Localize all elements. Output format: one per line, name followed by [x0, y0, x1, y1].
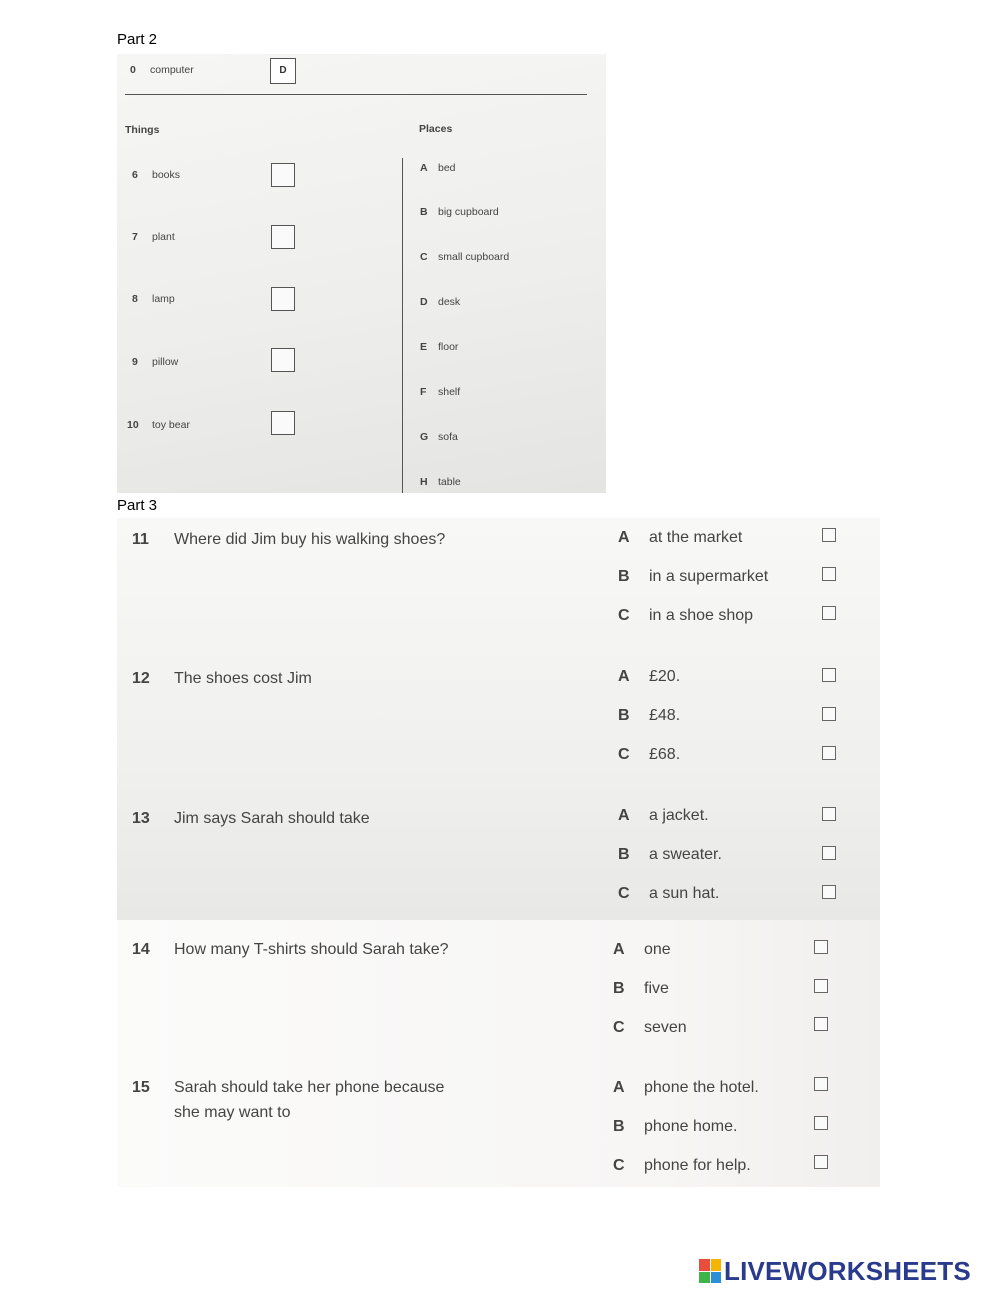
- option-letter: C: [613, 1019, 625, 1036]
- option-text: in a supermarket: [649, 568, 769, 585]
- example-thing: computer: [150, 64, 194, 76]
- place-letter: B: [420, 206, 428, 218]
- question-text-line-2: she may want to: [174, 1104, 291, 1121]
- part-3-label: Part 3: [117, 497, 158, 514]
- option-text: £20.: [649, 668, 681, 685]
- answer-checkbox[interactable]: [814, 1116, 828, 1130]
- place-name: sofa: [438, 431, 458, 443]
- place-letter: G: [420, 431, 429, 443]
- thing-answer-box[interactable]: [271, 348, 295, 372]
- place-letter: E: [420, 341, 428, 353]
- option-letter: A: [618, 807, 630, 824]
- thing-number: 9: [132, 356, 138, 368]
- place-name: table: [438, 476, 461, 488]
- option-letter: B: [618, 846, 630, 863]
- place-letter: D: [420, 296, 428, 308]
- answer-checkbox[interactable]: [822, 885, 836, 899]
- thing-answer-box[interactable]: [271, 163, 295, 187]
- answer-checkbox[interactable]: [822, 746, 836, 760]
- option-text: phone home.: [644, 1118, 738, 1135]
- option-text: phone for help.: [644, 1157, 751, 1174]
- liveworksheets-logo-icon: [699, 1259, 721, 1283]
- thing-number: 10: [127, 419, 139, 431]
- part-3-scan-bottom: [117, 920, 880, 1187]
- question-text: Sarah should take her phone because: [174, 1079, 445, 1096]
- thing-name: toy bear: [152, 419, 190, 431]
- divider-line: [125, 94, 587, 95]
- thing-name: plant: [152, 231, 175, 243]
- question-text: How many T-shirts should Sarah take?: [174, 941, 449, 958]
- question-number: 13: [132, 810, 150, 827]
- thing-answer-box[interactable]: [271, 287, 295, 311]
- option-text: five: [644, 980, 669, 997]
- place-letter: F: [420, 386, 427, 398]
- place-name: big cupboard: [438, 206, 499, 218]
- option-text: £68.: [649, 746, 681, 763]
- answer-checkbox[interactable]: [822, 528, 836, 542]
- thing-name: books: [152, 169, 181, 181]
- option-letter: A: [613, 1079, 625, 1096]
- thing-answer-box[interactable]: [271, 225, 295, 249]
- answer-checkbox[interactable]: [822, 567, 836, 581]
- thing-number: 8: [132, 293, 138, 305]
- option-letter: B: [618, 707, 630, 724]
- part-3-scan-top: [117, 518, 880, 920]
- option-text: in a shoe shop: [649, 607, 754, 624]
- place-letter: A: [420, 162, 428, 174]
- answer-checkbox[interactable]: [822, 606, 836, 620]
- option-letter: C: [618, 746, 630, 763]
- answer-checkbox[interactable]: [814, 940, 828, 954]
- things-header: Things: [125, 124, 160, 136]
- option-letter: C: [618, 607, 630, 624]
- option-text: one: [644, 941, 671, 958]
- option-letter: C: [613, 1157, 625, 1174]
- option-letter: A: [613, 941, 625, 958]
- answer-checkbox[interactable]: [822, 846, 836, 860]
- answer-checkbox[interactable]: [814, 1155, 828, 1169]
- place-letter: H: [420, 476, 428, 488]
- option-text: a jacket.: [649, 807, 709, 824]
- thing-name: pillow: [152, 356, 179, 368]
- option-letter: A: [618, 529, 630, 546]
- option-letter: B: [613, 980, 625, 997]
- question-text: Jim says Sarah should take: [174, 810, 370, 827]
- place-name: bed: [438, 162, 456, 174]
- question-text: The shoes cost Jim: [174, 670, 312, 687]
- liveworksheets-logo: [699, 1256, 971, 1286]
- thing-answer-box[interactable]: [271, 411, 295, 435]
- part-2-scan: [117, 54, 606, 493]
- example-answer-box: D: [270, 58, 296, 84]
- places-header: Places: [419, 123, 453, 135]
- logo-text: LIVEWORKSHEETS: [724, 1255, 971, 1286]
- answer-checkbox[interactable]: [822, 668, 836, 682]
- option-text: seven: [644, 1019, 687, 1036]
- question-number: 11: [132, 531, 149, 548]
- thing-number: 7: [132, 231, 138, 243]
- answer-checkbox[interactable]: [814, 1077, 828, 1091]
- option-letter: A: [618, 668, 630, 685]
- answer-checkbox[interactable]: [814, 1017, 828, 1031]
- place-name: desk: [438, 296, 461, 308]
- example-number: 0: [130, 64, 136, 76]
- place-name: floor: [438, 341, 459, 353]
- option-text: phone the hotel.: [644, 1079, 759, 1096]
- place-name: small cupboard: [438, 251, 510, 263]
- question-number: 14: [132, 941, 150, 958]
- thing-number: 6: [132, 169, 138, 181]
- option-text: £48.: [649, 707, 681, 724]
- option-text: a sweater.: [649, 846, 722, 863]
- option-letter: B: [613, 1118, 625, 1135]
- option-letter: C: [618, 885, 630, 902]
- option-text: at the market: [649, 529, 743, 546]
- part-2-label: Part 2: [117, 31, 158, 48]
- question-text: Where did Jim buy his walking shoes?: [174, 531, 446, 548]
- answer-checkbox[interactable]: [822, 807, 836, 821]
- question-number: 15: [132, 1079, 150, 1096]
- place-letter: C: [420, 251, 428, 263]
- answer-checkbox[interactable]: [822, 707, 836, 721]
- option-letter: B: [618, 568, 630, 585]
- option-text: a sun hat.: [649, 885, 720, 902]
- answer-checkbox[interactable]: [814, 979, 828, 993]
- thing-name: lamp: [152, 293, 175, 305]
- question-number: 12: [132, 670, 150, 687]
- column-divider: [402, 158, 403, 493]
- place-name: shelf: [438, 386, 461, 398]
